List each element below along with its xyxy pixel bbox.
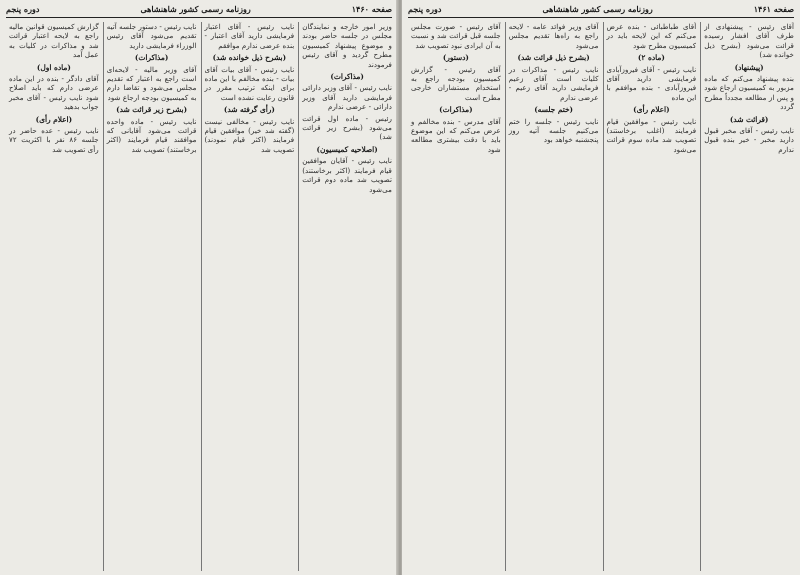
right-column-3 — [505, 22, 599, 571]
column-paragraph: نایب رئیس - مذاکرات در کلیات است آقای زعیم فرمایشی دارید آقای زعیم - عرضی ندارم — [508, 64, 599, 102]
column-paragraph: نایب رئیس - موافقین قیام فرمایند (اغلب برخاستند) تصویب شد ماده سوم قرائت می‌شود — [606, 116, 697, 154]
right-page-number: صفحه ۱۴۶۱ — [753, 3, 794, 14]
right-page-columns — [408, 22, 794, 571]
column-paragraph: نایب رئیس - آقای اعتبار فرمایشی دارید آقای اعتبار - بنده عرضی ندارم موافقم — [204, 22, 295, 50]
column-paragraph: نایب رئیس - آقای بیات آقای بیات - بنده مخالفم با این ماده برای اینکه ترتیب مقرر در قانون رعایت نشده است — [204, 64, 295, 102]
column-subheading: (بشرح ذیل قرائت شد) — [517, 53, 590, 63]
column-subheading: (مذاکرات) — [439, 105, 473, 115]
right-page-section: دوره پنجم — [408, 3, 442, 14]
left-page-title: روزنامه رسمی کشور شاهنشاهی — [140, 3, 251, 14]
column-paragraph: نایب رئیس - ماده واحده قرائت می‌شود آقایانی که موافقند قیام فرمایند (اکثر برخاستند) تصویب شد — [106, 116, 197, 154]
column-subheading: (مذاکرات) — [330, 72, 364, 82]
column-subheading: (بشرح زیر قرائت شد) — [116, 105, 188, 115]
left-header-rule — [6, 17, 392, 18]
left-page-section: دوره پنجم — [6, 3, 40, 14]
column-subheading: (رأی گرفته شد) — [223, 105, 275, 115]
column-paragraph: نایب رئیس - آقای وزیر دارائی فرمایشی دارید آقای وزیر دارائی - عرضی ندارم — [302, 83, 392, 112]
left-page-columns — [6, 22, 392, 571]
right-column-1 — [700, 22, 794, 571]
column-subheading: (ماده ۲) — [637, 53, 665, 63]
column-paragraph: وزیر امور خارجه و نمایندگان مجلس در جلسه حاضر بودند و موضوع پیشنهاد کمیسیون مطرح گردید و آقای رئیس فرمودند — [302, 22, 392, 69]
column-subheading: (ماده اول) — [36, 62, 71, 72]
left-column-2 — [201, 22, 295, 571]
column-subheading: (اصلاحیه کمیسیون) — [316, 144, 378, 154]
left-page-header — [6, 2, 392, 15]
column-paragraph: آقای مدرس - بنده مخالفم و عرض می‌کنم که این موضوع باید با دقت بیشتری مطالعه شود — [411, 116, 501, 154]
column-subheading: (اعلام رأی) — [633, 105, 670, 115]
column-subheading: (پیشنهاد) — [734, 62, 764, 72]
column-subheading: (بشرح ذیل خوانده شد) — [212, 53, 287, 63]
column-paragraph: نایب رئیس - آقایان موافقین قیام فرمایند (اکثر برخاستند) تصویب شد ماده دوم قرائت می‌شود — [302, 156, 392, 194]
column-paragraph: نایب رئیس - عده حاضر در جلسه ۸۶ نفر با اکثریت ۷۲ رأی تصویب شد — [9, 126, 99, 154]
column-paragraph: آقای رئیس - گزارش کمیسیون بودجه راجع به استخدام مستشاران خارجی مطرح است — [411, 64, 501, 102]
column-subheading: (مذاکرات) — [134, 53, 169, 63]
column-subheading: (اعلام رأی) — [35, 114, 73, 124]
column-paragraph: نایب رئیس - جلسه را ختم می‌کنیم جلسه آتیه روز پنجشنبه خواهد بود — [508, 116, 599, 145]
right-page — [402, 0, 800, 575]
column-paragraph: آقای دادگر - بنده در این ماده عرضی دارم که باید اصلاح شود نایب رئیس - آقای مخبر جواب بدهید — [9, 74, 99, 112]
column-subheading: (قرائت شد) — [729, 114, 769, 124]
left-column-1 — [298, 22, 392, 571]
column-subheading: (ختم جلسه) — [534, 105, 574, 115]
column-paragraph: آقای رئیس - صورت مجلس جلسه قبل قرائت شد و نسبت به آن ایرادی نبود تصویب شد — [411, 22, 501, 50]
right-page-header — [408, 2, 794, 15]
right-header-rule — [408, 17, 794, 18]
right-page-title: روزنامه رسمی کشور شاهنشاهی — [542, 3, 653, 14]
left-column-3 — [103, 22, 197, 571]
column-paragraph: آقای رئیس - پیشنهادی از طرف آقای افشار رسیده قرائت می‌شود (بشرح ذیل خوانده شد) — [704, 22, 794, 60]
right-column-4 — [408, 22, 501, 571]
column-paragraph: رئیس - ماده اول قرائت می‌شود (بشرح زیر قرائت شد) — [302, 113, 392, 142]
column-paragraph: نایب رئیس - مخالفی نیست (گفته شد خیر) موافقین قیام فرمایند (اکثر قیام نمودند) تصویب شد — [204, 116, 295, 154]
column-paragraph: نایب رئیس - آقای فیروزآبادی فرمایشی دارید آقای فیروزآبادی - بنده موافقم با این ماده — [606, 64, 697, 102]
left-column-4 — [6, 22, 99, 571]
column-paragraph: گزارش کمیسیون قوانین مالیه راجع به لایحه اعتبار قرائت شد و مذاکرات در کلیات به عمل آمد — [9, 22, 99, 60]
column-paragraph: نایب رئیس - آقای مخبر قبول دارید مخبر - خیر بنده قبول ندارم — [704, 126, 794, 154]
right-column-2 — [603, 22, 697, 571]
column-paragraph: آقای وزیر فوائد عامه - لایحه راجع به راه‌ها تقدیم مجلس می‌شود — [508, 22, 599, 50]
column-subheading: (دستور) — [442, 53, 469, 63]
column-paragraph: نایب رئیس - دستور جلسه آتیه تقدیم می‌شود آقای رئیس الوزراء فرمایشی دارید — [106, 22, 197, 50]
column-paragraph: آقای طباطبائی - بنده عرض می‌کنم که این لایحه باید در کمیسیون مطرح شود — [606, 22, 697, 50]
column-paragraph: آقای وزیر مالیه - لایحه‌ای است راجع به اعتبار که تقدیم مجلس می‌شود و تقاضا دارم به کمیسیون بودجه ارجاع شود — [106, 64, 197, 102]
left-page-number: صفحه ۱۴۶۰ — [351, 3, 392, 14]
column-paragraph: بنده پیشنهاد می‌کنم که ماده مزبور به کمیسیون ارجاع شود و پس از مطالعه مجدداً مطرح گردد — [704, 74, 794, 112]
left-page — [0, 0, 398, 575]
